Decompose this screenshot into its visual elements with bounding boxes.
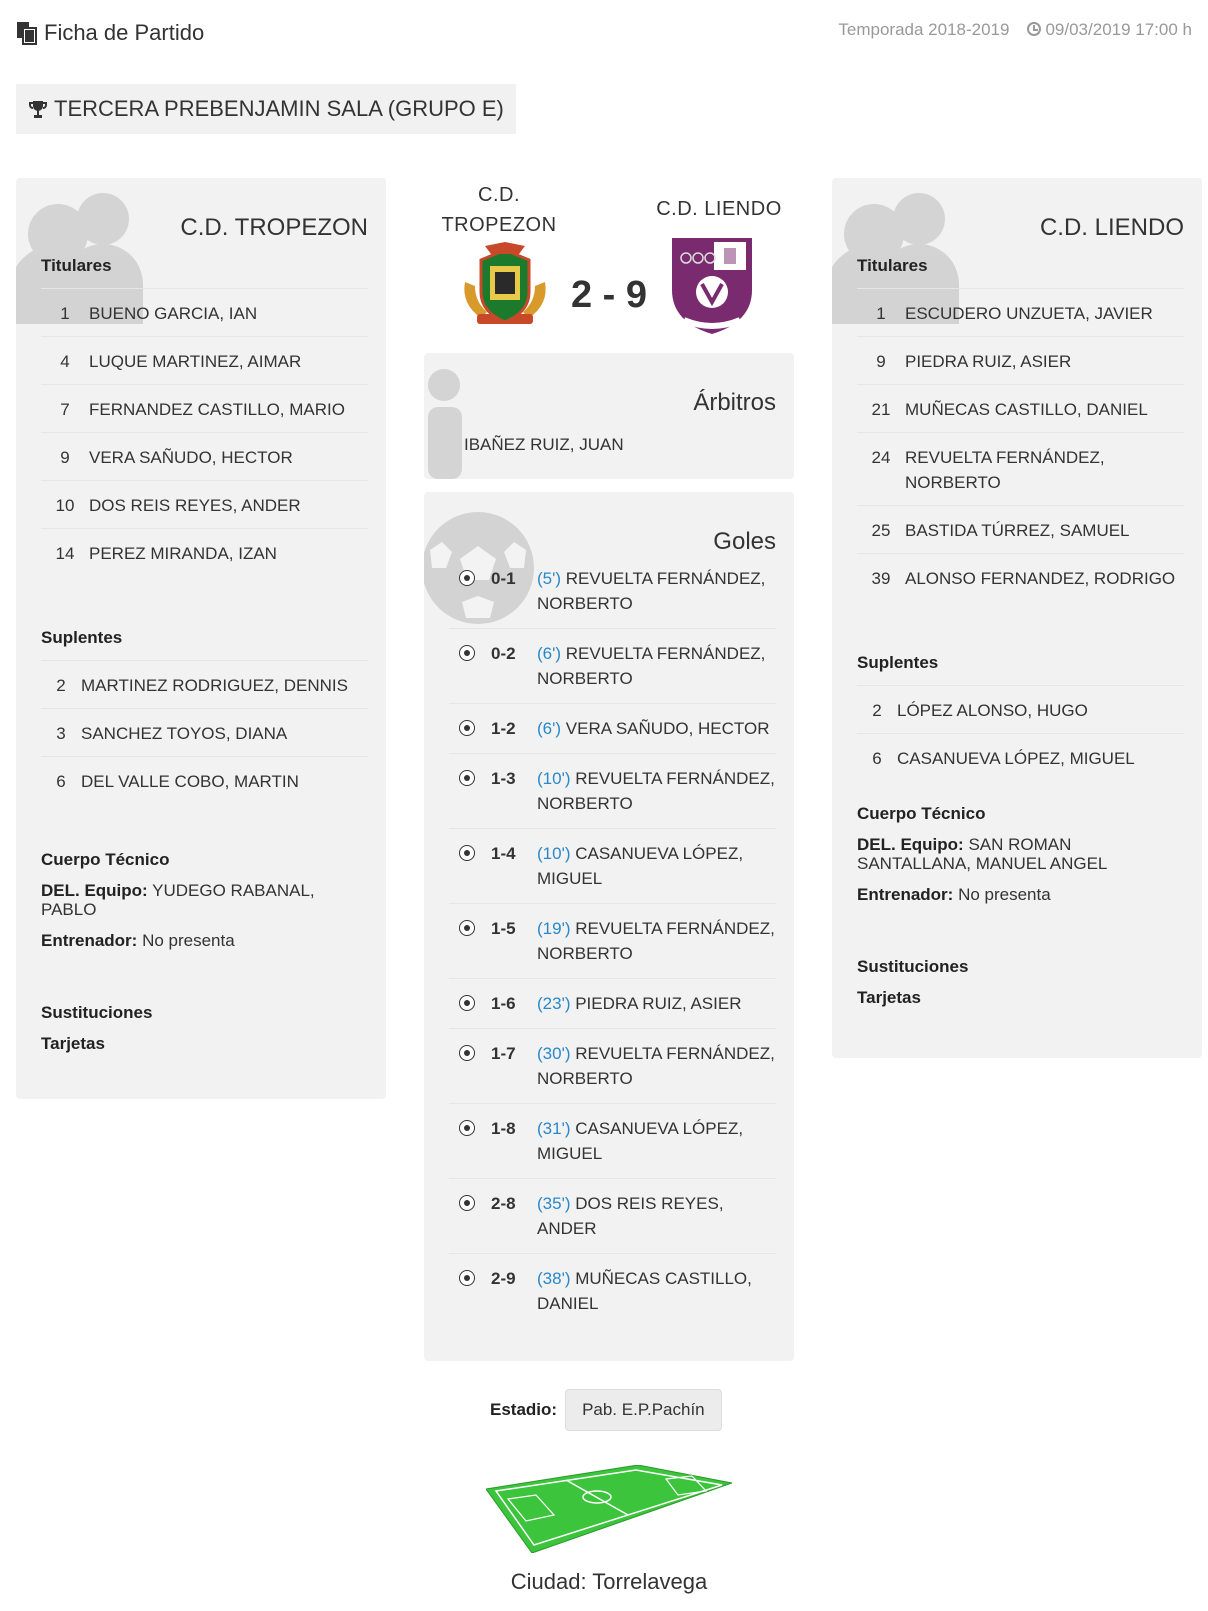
goal-score: 1-2	[491, 719, 516, 738]
match-datetime-text: 09/03/2019 17:00 h	[1045, 20, 1192, 39]
away-team-label: C.D. LIENDO	[656, 198, 782, 220]
match-meta	[838, 20, 1192, 40]
goal-minute: (19')	[537, 919, 571, 938]
home-team-label: C.D. TROPEZON	[441, 184, 557, 236]
soccer-ball-icon	[459, 720, 475, 736]
goal-minute: (30')	[537, 1044, 571, 1063]
player-row	[857, 336, 1184, 384]
document-copy-icon	[16, 21, 38, 45]
player-name: ESCUDERO UNZUETA, JAVIER	[905, 304, 1153, 323]
goal-scorer: VERA SAÑUDO, HECTOR	[565, 719, 770, 738]
player-name: CASANUEVA LÓPEZ, MIGUEL	[897, 749, 1135, 768]
goal-scorer: MUÑECAS CASTILLO, DANIEL	[537, 1269, 752, 1313]
away-delegate	[857, 835, 1177, 873]
goal-score: 1-8	[491, 1119, 516, 1138]
player-name: SANCHEZ TOYOS, DIANA	[81, 724, 288, 743]
player-number: 10	[55, 496, 75, 515]
soccer-ball-icon	[459, 995, 475, 1011]
final-score: 2 - 9	[570, 274, 648, 316]
goal-score: 1-4	[491, 844, 516, 863]
player-row	[857, 505, 1184, 553]
goal-minute: (23')	[537, 994, 571, 1013]
goal-scorer: PIEDRA RUIZ, ASIER	[575, 994, 742, 1013]
goal-minute: (10')	[537, 769, 571, 788]
player-number: 7	[60, 400, 70, 419]
goal-row	[449, 978, 776, 1028]
goal-row	[449, 828, 776, 903]
home-cards-title: Tarjetas	[41, 1034, 105, 1053]
player-row	[41, 432, 368, 480]
season-label: Temporada 2018-2019	[838, 20, 1010, 39]
player-row	[857, 432, 1184, 505]
goal-detail	[537, 1266, 776, 1316]
goal-row	[449, 628, 776, 703]
goal-detail	[537, 1191, 776, 1241]
goal-row	[449, 566, 776, 628]
goal-scorer: REVUELTA FERNÁNDEZ, NORBERTO	[537, 769, 775, 813]
player-number: 14	[55, 544, 75, 563]
player-row	[857, 733, 1184, 781]
goals-list	[449, 566, 776, 1328]
coach-name: No presenta	[142, 931, 235, 950]
goal-score: 1-7	[491, 1044, 516, 1063]
goal-score: 1-5	[491, 919, 516, 938]
stadium-info	[490, 1389, 722, 1431]
player-number: 1	[876, 304, 886, 323]
soccer-ball-icon	[459, 845, 475, 861]
goal-score: 1-6	[491, 994, 516, 1013]
player-number: 21	[871, 400, 891, 419]
goal-row	[449, 903, 776, 978]
page-title	[16, 20, 204, 46]
away-substitutions-title: Sustituciones	[857, 957, 969, 976]
home-substitutions-title: Sustituciones	[41, 1003, 153, 1022]
player-row	[41, 756, 368, 804]
goal-score: 0-1	[491, 569, 516, 588]
goals-title: Goles	[713, 528, 776, 555]
home-team-name: C.D. TROPEZON	[180, 214, 368, 241]
player-number: 9	[876, 352, 886, 371]
trophy-icon	[28, 99, 48, 119]
player-number: 2	[872, 701, 882, 720]
home-team-crest-icon	[457, 242, 553, 330]
player-number: 6	[872, 749, 882, 768]
goal-minute: (38')	[537, 1269, 571, 1288]
soccer-ball-icon	[459, 1045, 475, 1061]
player-number: 39	[871, 569, 891, 588]
home-subs-title: Suplentes	[41, 628, 123, 647]
soccer-ball-icon	[459, 645, 475, 661]
referee-name: IBAÑEZ RUIZ, JUAN	[464, 435, 624, 454]
player-row	[41, 528, 368, 576]
soccer-ball-icon	[459, 570, 475, 586]
delegate-name: SAN ROMAN SANTALLANA, MANUEL ANGEL	[857, 835, 1108, 873]
player-name: DEL VALLE COBO, MARTIN	[81, 772, 299, 791]
goal-detail	[537, 1041, 776, 1091]
delegate-label: DEL. Equipo:	[41, 881, 148, 900]
away-starters-title: Titulares	[857, 256, 928, 275]
home-starters-list	[41, 288, 368, 576]
match-datetime	[1027, 20, 1192, 40]
city-label: Ciudad: Torrelavega	[510, 1569, 708, 1594]
goal-detail	[537, 566, 776, 616]
page-title-text: Ficha de Partido	[44, 20, 205, 45]
soccer-ball-icon	[459, 920, 475, 936]
home-staff-title: Cuerpo Técnico	[41, 850, 170, 869]
competition-name: TERCERA PREBENJAMIN SALA (GRUPO E)	[54, 96, 504, 121]
stadium-name-button[interactable]: Pab. E.P.Pachín	[565, 1389, 722, 1431]
away-starters-list	[857, 288, 1184, 601]
goal-score: 2-9	[491, 1269, 516, 1288]
page-header	[16, 18, 1192, 58]
player-number: 9	[60, 448, 70, 467]
match-scoreboard	[424, 178, 794, 348]
goal-detail	[537, 916, 776, 966]
player-name: DOS REIS REYES, ANDER	[89, 496, 301, 515]
home-starters-title: Titulares	[41, 256, 112, 275]
football-pitch-icon	[486, 1465, 732, 1553]
player-name: BUENO GARCIA, IAN	[89, 304, 258, 323]
player-name: LUQUE MARTINEZ, AIMAR	[89, 352, 302, 371]
referees-panel	[424, 353, 794, 479]
clock-icon	[1027, 22, 1041, 36]
player-name: PIEDRA RUIZ, ASIER	[905, 352, 1072, 371]
player-row	[41, 288, 368, 336]
goal-score: 0-2	[491, 644, 516, 663]
player-row	[857, 288, 1184, 336]
goal-scorer: REVUELTA FERNÁNDEZ, NORBERTO	[537, 644, 766, 688]
goal-detail	[537, 841, 776, 891]
player-row	[857, 553, 1184, 601]
stadium-label: Estadio:	[490, 1400, 558, 1419]
player-row	[41, 660, 368, 708]
goal-score: 1-3	[491, 769, 516, 788]
away-staff-title: Cuerpo Técnico	[857, 804, 986, 823]
goal-scorer: REVUELTA FERNÁNDEZ, NORBERTO	[537, 569, 766, 613]
player-row	[41, 480, 368, 528]
away-coach	[857, 885, 1177, 904]
delegate-name: YUDEGO RABANAL, PABLO	[41, 881, 315, 919]
goal-detail	[537, 991, 776, 1016]
home-delegate	[41, 881, 361, 919]
player-name: VERA SAÑUDO, HECTOR	[89, 448, 293, 467]
player-name: MUÑECAS CASTILLO, DANIEL	[905, 400, 1148, 419]
player-row	[857, 685, 1184, 733]
player-row	[41, 708, 368, 756]
goal-minute: (35')	[537, 1194, 571, 1213]
soccer-ball-icon	[459, 1120, 475, 1136]
player-number: 3	[56, 724, 66, 743]
goal-row	[449, 1028, 776, 1103]
away-subs-list	[857, 685, 1184, 781]
player-number: 4	[60, 352, 70, 371]
home-subs-list	[41, 660, 368, 804]
coach-label: Entrenador:	[857, 885, 954, 904]
goal-scorer: CASANUEVA LÓPEZ, MIGUEL	[537, 1119, 744, 1163]
goals-panel	[424, 492, 794, 1361]
referees-title: Árbitros	[693, 389, 776, 416]
player-name: PEREZ MIRANDA, IZAN	[89, 544, 277, 563]
goal-minute: (31')	[537, 1119, 571, 1138]
away-subs-title: Suplentes	[857, 653, 939, 672]
soccer-ball-icon	[459, 1195, 475, 1211]
player-number: 25	[871, 521, 891, 540]
player-name: ALONSO FERNANDEZ, RODRIGO	[905, 569, 1176, 588]
goal-detail	[537, 1116, 776, 1166]
goal-minute: (10')	[537, 844, 571, 863]
soccer-ball-icon	[459, 770, 475, 786]
away-cards-title: Tarjetas	[857, 988, 921, 1007]
home-coach	[41, 931, 361, 950]
player-name: FERNANDEZ CASTILLO, MARIO	[89, 400, 345, 419]
player-name: MARTINEZ RODRIGUEZ, DENNIS	[81, 676, 348, 695]
goal-minute: (6')	[537, 644, 562, 663]
goal-row	[449, 753, 776, 828]
coach-name: No presenta	[958, 885, 1051, 904]
goal-row	[449, 1178, 776, 1253]
player-name: REVUELTA FERNÁNDEZ, NORBERTO	[905, 448, 1105, 492]
player-number: 1	[60, 304, 70, 323]
user-icon	[426, 367, 466, 479]
player-row	[857, 384, 1184, 432]
player-number: 6	[56, 772, 66, 791]
goal-scorer: DOS REIS REYES, ANDER	[537, 1194, 724, 1238]
goal-row	[449, 703, 776, 753]
soccer-ball-icon	[459, 1270, 475, 1286]
goal-detail	[537, 766, 776, 816]
coach-label: Entrenador:	[41, 931, 138, 950]
away-team-name: C.D. LIENDO	[1039, 214, 1184, 241]
goal-detail	[537, 716, 776, 741]
player-number: 24	[871, 448, 891, 467]
goal-scorer: REVUELTA FERNÁNDEZ, NORBERTO	[537, 1044, 775, 1088]
player-row	[41, 384, 368, 432]
player-number: 2	[56, 676, 66, 695]
away-team-panel	[832, 178, 1202, 1058]
goal-row	[449, 1103, 776, 1178]
goal-scorer: REVUELTA FERNÁNDEZ, NORBERTO	[537, 919, 775, 963]
goal-minute: (5')	[537, 569, 562, 588]
goal-detail	[537, 641, 776, 691]
player-row	[41, 336, 368, 384]
goal-row	[449, 1253, 776, 1328]
goal-score: 2-8	[491, 1194, 516, 1213]
player-name: BASTIDA TÚRREZ, SAMUEL	[905, 521, 1130, 540]
competition-badge	[16, 84, 516, 134]
goal-scorer: CASANUEVA LÓPEZ, MIGUEL	[537, 844, 744, 888]
delegate-label: DEL. Equipo:	[857, 835, 964, 854]
home-team-panel	[16, 178, 386, 1099]
player-name: LÓPEZ ALONSO, HUGO	[897, 701, 1088, 720]
away-team-crest-icon	[670, 236, 754, 336]
goal-minute: (6')	[537, 719, 562, 738]
